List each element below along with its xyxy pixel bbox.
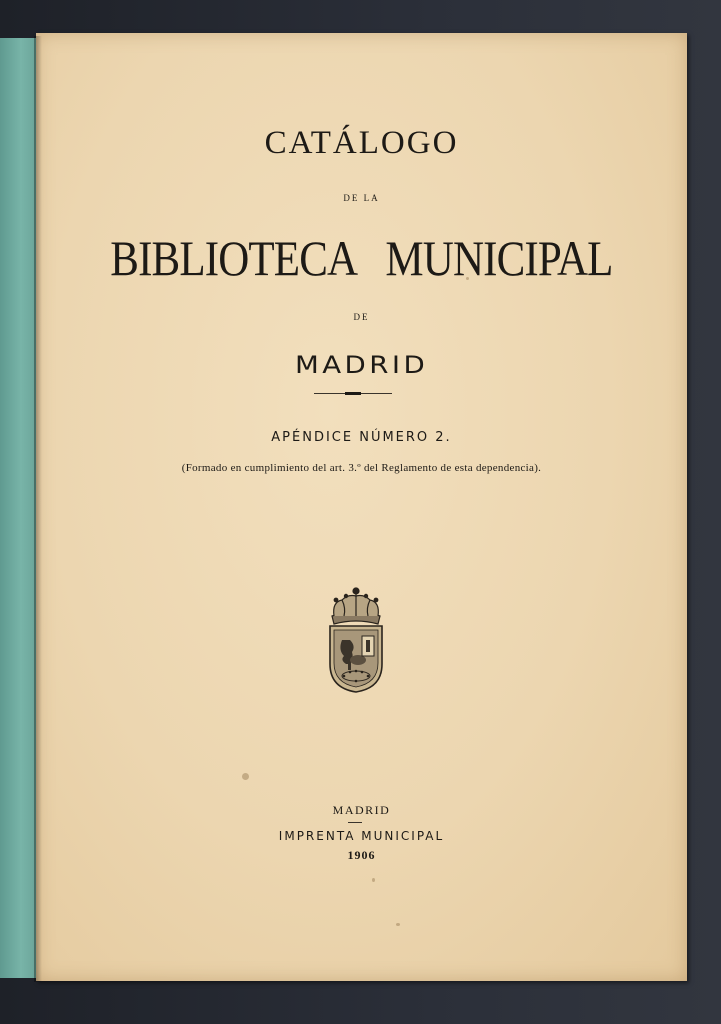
binding-shadow [34, 36, 42, 982]
paper-speck [372, 878, 375, 882]
imprint-place: MADRID [332, 803, 391, 817]
connector-de-la: DE LA [343, 193, 380, 203]
paper-speck [396, 923, 400, 926]
ornamental-rule-center [345, 392, 361, 395]
page-title: CATÁLOGO [264, 125, 459, 161]
connector-de: DE [353, 312, 370, 322]
imprint-year: 1906 [347, 848, 376, 862]
imprint-rule [348, 822, 362, 823]
city-name: MADRID [294, 351, 429, 379]
appendix-label: APÉNDICE NÚMERO 2. [271, 430, 452, 445]
imprint-press: IMPRENTA MUNICIPAL [278, 829, 445, 843]
page-subtitle: BIBLIOTECA MUNICIPAL [110, 230, 613, 286]
paper-speck [242, 773, 249, 780]
paper-speck [466, 277, 469, 280]
title-page [36, 33, 687, 981]
appendix-note: (Formado en cumplimiento del art. 3.º del Reglamento de esta dependencia). [181, 462, 542, 474]
madrid-coat-of-arms-icon [324, 586, 388, 696]
